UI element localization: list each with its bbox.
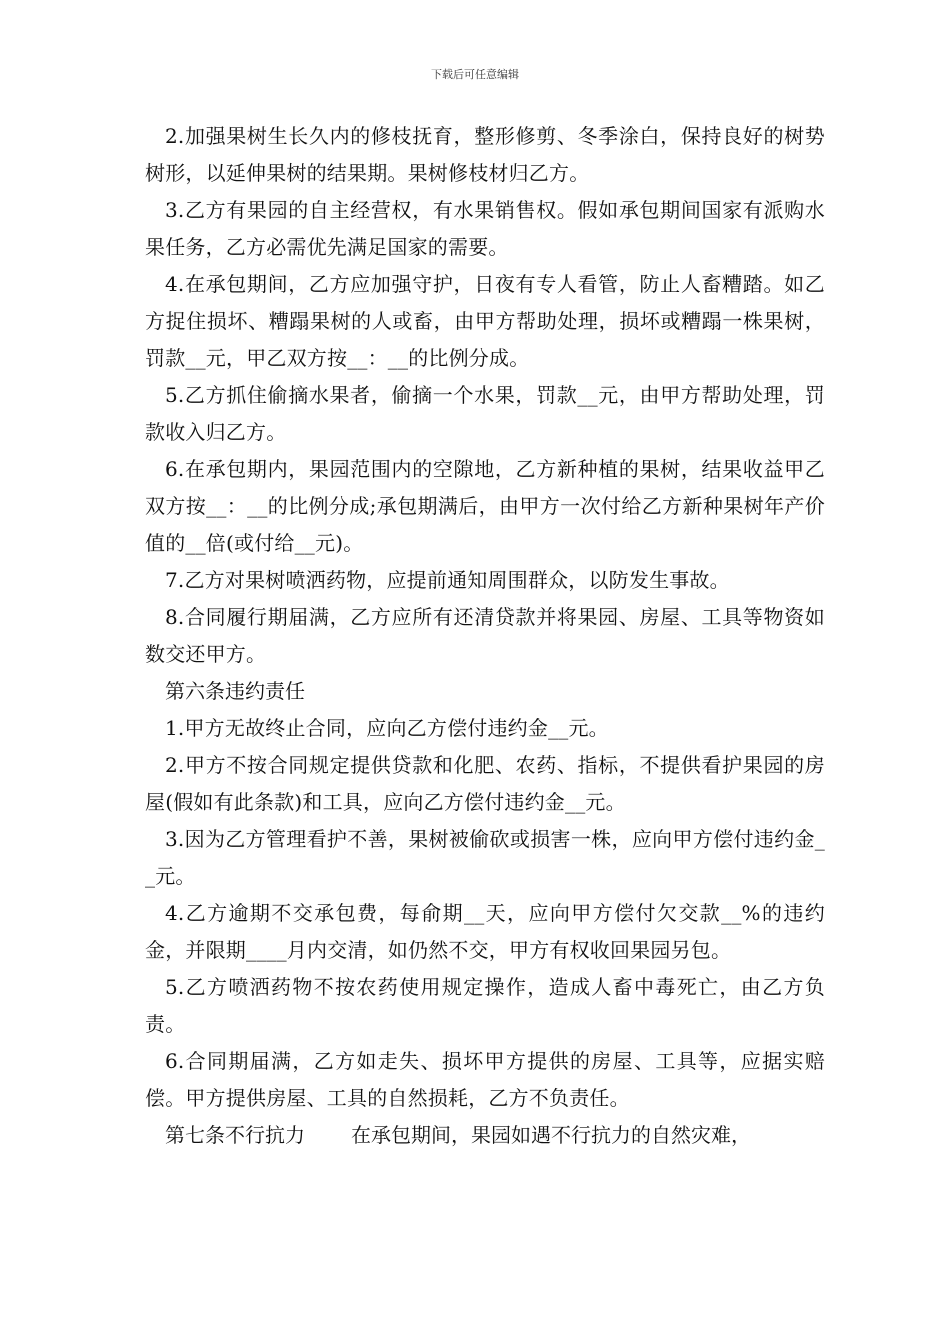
liability-item: 6.合同期届满，乙方如走失、损坏甲方提供的房屋、工具等，应据实赔偿。甲方提供房屋、工具的自然损耗，乙方不负责任。 — [145, 1049, 825, 1110]
liability-item: 5.乙方喷洒药物不按农药使用规定操作，造成人畜中毒死亡，由乙方负责。 — [145, 975, 825, 1036]
clause-paragraph: 4.在承包期间，乙方应加强守护，日夜有专人看管，防止人畜糟踏。如乙方捉住损坏、糟蹋果树的人或畜，由甲方帮助处理，损坏或糟蹋一株果树，罚款__元，甲乙双方按__：__的比例分成。 — [145, 272, 825, 370]
clause-paragraph: 3.乙方有果园的自主经营权，有水果销售权。假如承包期间国家有派购水果任务，乙方必需优先满足国家的需要。 — [145, 198, 825, 259]
clause-paragraph: 6.在承包期内，果园范围内的空隙地，乙方新种植的果树，结果收益甲乙双方按__：__的比例分成;承包期满后，由甲方一次付给乙方新种果树年产价值的__倍(或付给__元)。 — [145, 457, 825, 555]
section-seven-text: 在承包期间，果园如遇不行抗力的自然灾难， — [351, 1123, 751, 1147]
document-body — [145, 118, 825, 1154]
clause-paragraph: 5.乙方抓住偷摘水果者，偷摘一个水果，罚款__元，由甲方帮助处理，罚款收入归乙方。 — [145, 383, 825, 444]
clause-paragraph: 8.合同履行期届满，乙方应所有还清贷款并将果园、房屋、工具等物资如数交还甲方。 — [145, 605, 825, 666]
liability-item: 4.乙方逾期不交承包费，每俞期__天，应向甲方偿付欠交款__%的违约金，并限期____月内交清，如仍然不交，甲方有权收回果园另包。 — [145, 901, 825, 962]
liability-item: 1.甲方无故终止合同，应向乙方偿付违约金__元。 — [165, 716, 609, 740]
clause-paragraph: 7.乙方对果树喷洒药物，应提前通知周围群众，以防发生事故。 — [165, 568, 730, 592]
page-header-note: 下载后可任意编辑 — [431, 68, 519, 81]
section-title: 第七条不行抗力 — [165, 1123, 305, 1147]
liability-item: 2.甲方不按合同规定提供贷款和化肥、农药、指标，不提供看护果园的房屋(假如有此条款)和工具，应向乙方偿付违约金__元。 — [145, 753, 825, 814]
section-seven-line — [145, 1117, 825, 1154]
liability-item: 3.因为乙方管理看护不善，果树被偷砍或损害一株，应向甲方偿付违约金__元。 — [145, 827, 825, 888]
clause-paragraph: 2.加强果树生长久内的修枝抚育，整形修剪、冬季涂白，保持良好的树势树形，以延伸果树的结果期。果树修枝材归乙方。 — [145, 124, 825, 185]
section-title: 第六条违约责任 — [165, 679, 305, 703]
